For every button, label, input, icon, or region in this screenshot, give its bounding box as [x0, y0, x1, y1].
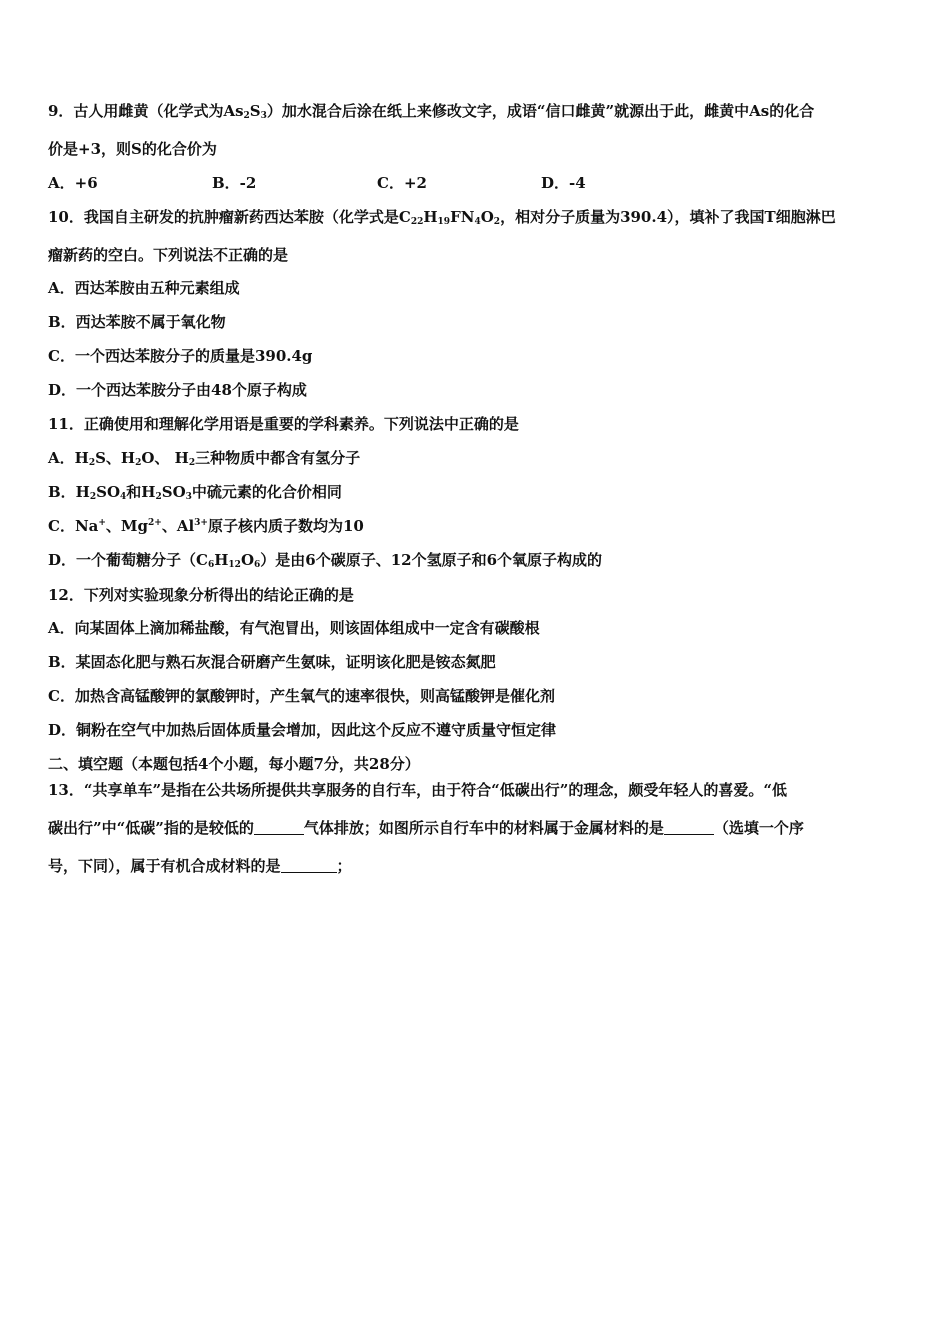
- q11-b-sub-4: 3: [185, 492, 192, 502]
- q11-b-sub-2: 4: [120, 492, 127, 502]
- q10-text-fn: FN: [450, 208, 475, 226]
- q11-d-sub-3: 6: [254, 560, 261, 570]
- q11-option-a: [48, 448, 360, 468]
- q13-text-c: （选填一个序: [713, 819, 804, 837]
- q10-sub-o: 2: [493, 217, 501, 227]
- q9-option-c: C．+2: [377, 174, 427, 192]
- q11-a-text-1: A．H: [48, 449, 89, 467]
- q12-option-b: B．某固态化肥与熟石灰混合研磨产生氨味，证明该化肥是铵态氮肥: [48, 653, 496, 671]
- q11-a-sub-1: 2: [88, 458, 96, 468]
- q9-sub-2: 2: [243, 111, 250, 121]
- q9-sub-3: 3: [260, 111, 267, 121]
- q9-text-a: 9．古人用雌黄（化学式为As: [48, 102, 244, 120]
- q12-option-a: A．向某固体上滴加稀盐酸，有气泡冒出，则该固体组成中一定含有碳酸根: [48, 619, 540, 637]
- q11-a-text-3: O、 H: [141, 449, 189, 467]
- q11-a-text-2: S、H: [95, 449, 136, 467]
- q10-sub-c: 22: [410, 217, 424, 227]
- q12-option-c: C．加热含高锰酸钾的氯酸钾时，产生氧气的速率很快，则高锰酸钾是催化剂: [48, 687, 555, 705]
- q11-c-sup-1: +: [98, 518, 106, 528]
- q11-b-sub-1: 2: [89, 492, 97, 502]
- q11-c-sup-2: 2+: [148, 518, 162, 528]
- q11-c-text-3: 、Al: [161, 517, 195, 535]
- q11-a-text-4: 三种物质中都含有氢分子: [195, 449, 361, 467]
- q9-option-d: D．-4: [541, 174, 586, 192]
- q11-b-text-4: SO: [161, 483, 186, 501]
- q13-stem-line1: 13．“共享单车”是指在公共场所提供共享服务的自行车，由于符合“低碳出行”的理念，颇受年轻人的喜爱。“低: [48, 781, 788, 799]
- q11-b-text-5: 中硫元素的化合价相同: [191, 483, 342, 501]
- q13-blank-1: [254, 820, 304, 835]
- q11-d-text-1: D．一个葡萄糖分子（C: [48, 551, 208, 569]
- q11-d-sub-2: 12: [228, 560, 241, 570]
- q10-text-h: H: [423, 208, 438, 226]
- q9-stem-line1: [48, 101, 814, 121]
- q10-sub-h: 19: [437, 217, 451, 227]
- q9-option-a: A．+6: [48, 174, 98, 192]
- q13-blank-3: [281, 858, 337, 873]
- q11-option-b: [48, 482, 342, 502]
- q11-option-d: [48, 550, 602, 570]
- q11-c-text-2: 、Mg: [105, 517, 149, 535]
- q13-text-e: ；: [336, 857, 352, 875]
- q9-text-s: S: [249, 102, 261, 120]
- q10-stem-line1: [48, 207, 836, 227]
- q13-blank-2: [664, 820, 714, 835]
- q9-option-b: B．-2: [212, 174, 257, 192]
- q12-stem: 12．下列对实验现象分析得出的结论正确的是: [48, 586, 354, 604]
- q13-text-b: 气体排放；如图所示自行车中的材料属于金属材料的是: [303, 819, 664, 837]
- q11-b-text-3: 和H: [126, 483, 156, 501]
- q10-text-o: O: [480, 208, 494, 226]
- q13-text-d: 号，下同），属于有机合成材料的是: [48, 857, 281, 875]
- q11-c-text-1: C．Na: [48, 517, 99, 535]
- q12-option-d: D．铜粉在空气中加热后固体质量会增加，因此这个反应不遵守质量守恒定律: [48, 721, 557, 739]
- q11-stem: 11．正确使用和理解化学用语是重要的学科素养。下列说法中正确的是: [48, 415, 519, 433]
- q10-option-d: D．一个西达苯胺分子由48个原子构成: [48, 381, 307, 399]
- q11-b-text-2: SO: [96, 483, 121, 501]
- q11-a-sub-2: 2: [135, 458, 142, 468]
- q11-c-text-4: 原子核内质子数均为10: [207, 517, 364, 535]
- q10-stem-line2: 瘤新药的空白。下列说法不正确的是: [48, 246, 289, 264]
- q10-text-a: 10．我国自主研发的抗肿瘤新药西达苯胺（化学式是C: [48, 208, 411, 226]
- q13-stem-line2: [48, 818, 804, 838]
- q11-b-text-1: B．H: [48, 483, 90, 501]
- q11-d-text-3: O: [240, 551, 255, 569]
- q9-stem-line2: 价是+3，则S的化合价为: [48, 140, 217, 158]
- q10-text-b: ，相对分子质量为390.4），填补了我国T细胞淋巴: [500, 208, 836, 226]
- q13-stem-line3: [48, 856, 352, 876]
- q10-sub-n: 4: [474, 217, 481, 227]
- q11-d-text-4: ）是由6个碳原子、12个氢原子和6个氧原子构成的: [260, 551, 603, 569]
- q11-c-sup-3: 3+: [194, 518, 208, 528]
- q11-a-sub-3: 2: [188, 458, 196, 468]
- section-heading-fill-in: 二、填空题（本题包括4个小题，每小题7分，共28分）: [48, 755, 420, 773]
- q13-text-a: 碳出行”中“低碳”指的是较低的: [48, 819, 254, 837]
- q9-text-c: ）加水混合后涂在纸上来修改文字，成语“信口雌黄”就源出于此，雌黄中As的化合: [266, 102, 815, 120]
- q11-option-c: [48, 516, 364, 536]
- q10-option-b: B．西达苯胺不属于氧化物: [48, 313, 226, 331]
- q11-d-sub-1: 6: [207, 560, 215, 570]
- q10-option-a: A．西达苯胺由五种元素组成: [48, 279, 240, 297]
- q11-d-text-2: H: [214, 551, 229, 569]
- q10-option-c: C．一个西达苯胺分子的质量是390.4g: [48, 347, 313, 365]
- q11-b-sub-3: 2: [155, 492, 162, 502]
